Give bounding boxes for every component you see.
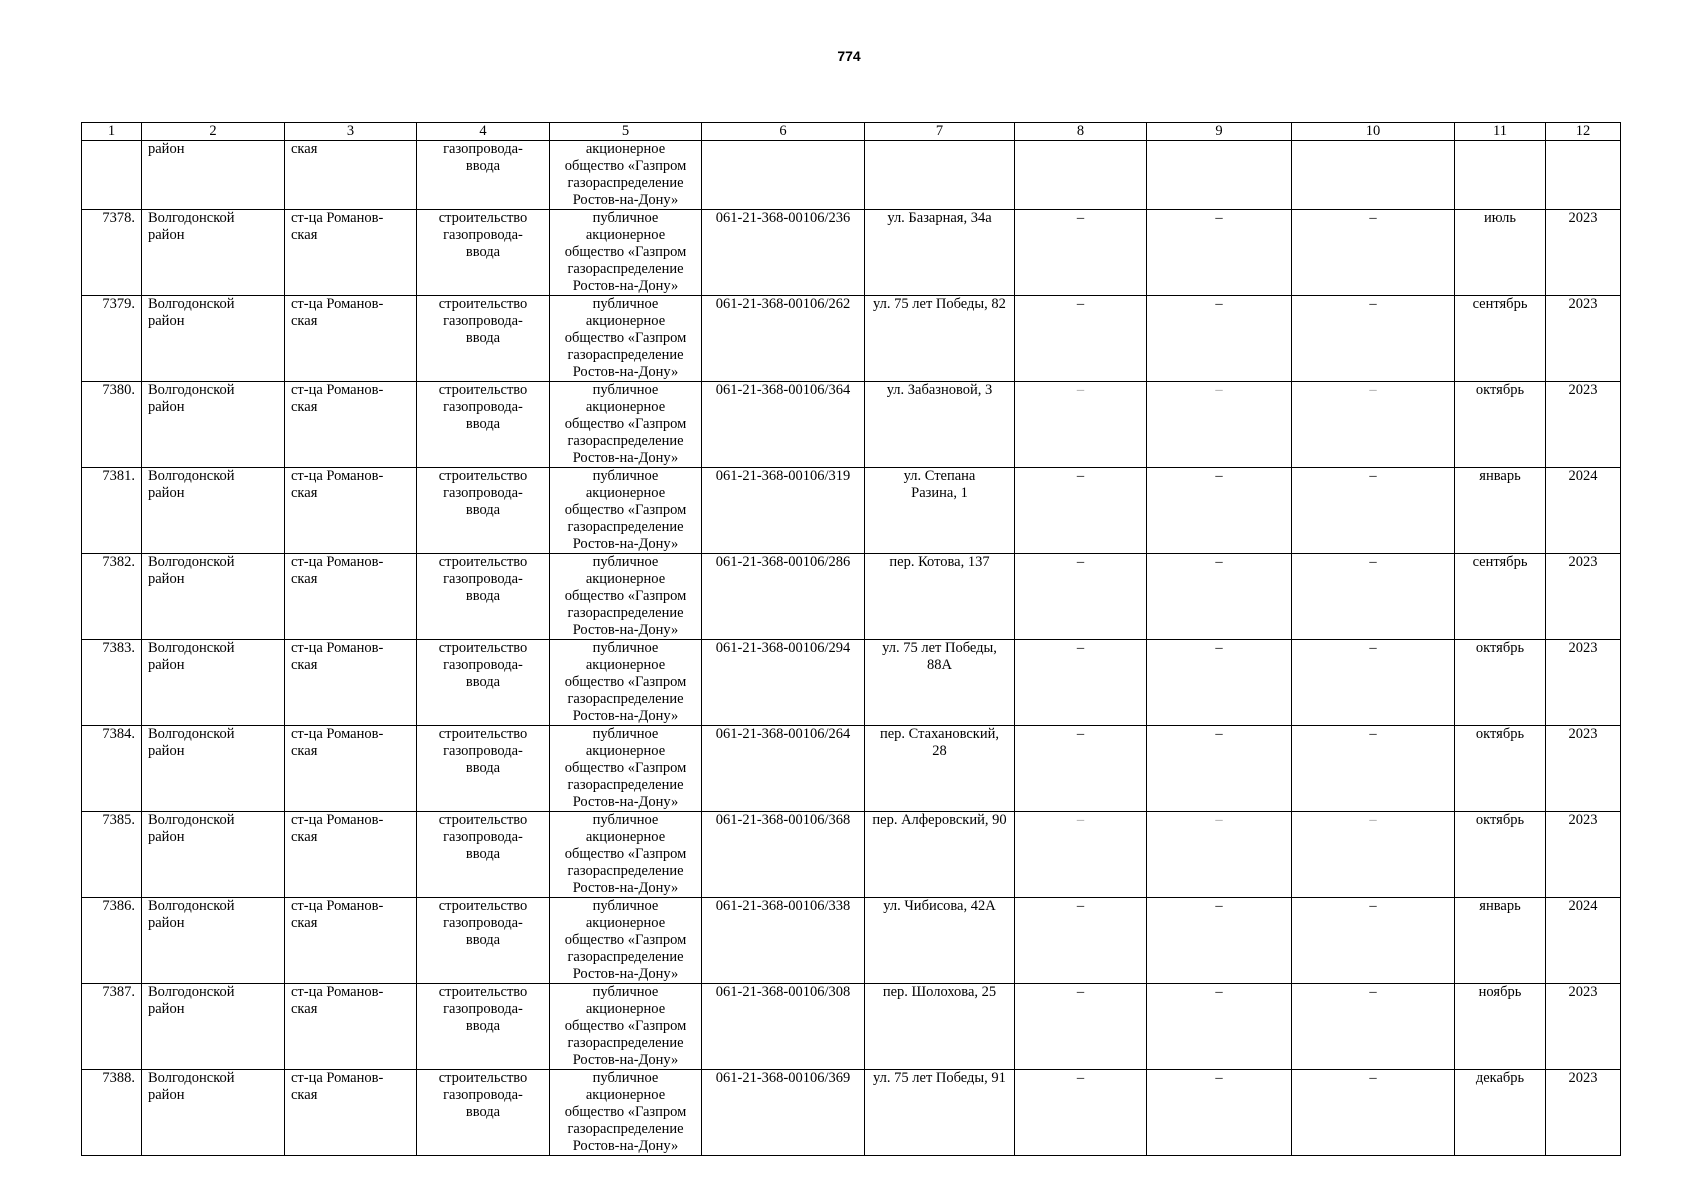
settlement-cell: ст-ца Романов- ская xyxy=(285,296,417,382)
column-number-header-row xyxy=(82,123,1621,141)
row-number-cell: 7380. xyxy=(82,382,142,468)
col10-cell xyxy=(1292,141,1455,210)
year-cell: 2023 xyxy=(1546,554,1621,640)
district-cell: Волгодонской район xyxy=(142,898,285,984)
column-header: 11 xyxy=(1455,123,1546,141)
col9-cell: – xyxy=(1147,210,1292,296)
code-cell: 061-21-368-00106/308 xyxy=(702,984,865,1070)
year-cell xyxy=(1546,141,1621,210)
settlement-cell: ст-ца Романов- ская xyxy=(285,984,417,1070)
work-type-cell: строительство газопровода- ввода xyxy=(417,898,550,984)
row-number-cell: 7383. xyxy=(82,640,142,726)
month-cell: октябрь xyxy=(1455,640,1546,726)
col10-cell: – xyxy=(1292,296,1455,382)
work-type-cell: строительство газопровода- ввода xyxy=(417,468,550,554)
district-cell: Волгодонской район xyxy=(142,468,285,554)
settlement-cell: ст-ца Романов- ская xyxy=(285,640,417,726)
column-header: 3 xyxy=(285,123,417,141)
year-cell: 2023 xyxy=(1546,812,1621,898)
settlement-cell: ст-ца Романов- ская xyxy=(285,898,417,984)
gas-connection-table xyxy=(81,122,1621,1156)
table-row xyxy=(82,984,1621,1070)
owner-cell: публичное акционерное общество «Газпром газораспределение Ростов-на-Дону» xyxy=(550,984,702,1070)
table-row xyxy=(82,726,1621,812)
column-header: 6 xyxy=(702,123,865,141)
col8-cell: – xyxy=(1015,726,1147,812)
settlement-cell: ская xyxy=(285,141,417,210)
col8-cell: – xyxy=(1015,898,1147,984)
address-cell: пер. Алферовский, 90 xyxy=(865,812,1015,898)
month-cell: январь xyxy=(1455,898,1546,984)
col9-cell: – xyxy=(1147,984,1292,1070)
col9-cell: – xyxy=(1147,468,1292,554)
district-cell: Волгодонской район xyxy=(142,382,285,468)
col8-cell: – xyxy=(1015,210,1147,296)
table-row xyxy=(82,296,1621,382)
column-header: 12 xyxy=(1546,123,1621,141)
col10-cell: – xyxy=(1292,554,1455,640)
row-number-cell: 7382. xyxy=(82,554,142,640)
settlement-cell: ст-ца Романов- ская xyxy=(285,726,417,812)
row-number-cell: 7385. xyxy=(82,812,142,898)
row-number-cell: 7379. xyxy=(82,296,142,382)
month-cell: октябрь xyxy=(1455,726,1546,812)
owner-cell: публичное акционерное общество «Газпром газораспределение Ростов-на-Дону» xyxy=(550,726,702,812)
col10-cell: – xyxy=(1292,210,1455,296)
col10-cell: – xyxy=(1292,382,1455,468)
owner-cell: публичное акционерное общество «Газпром газораспределение Ростов-на-Дону» xyxy=(550,812,702,898)
work-type-cell: строительство газопровода- ввода xyxy=(417,984,550,1070)
col9-cell: – xyxy=(1147,382,1292,468)
col8-cell: – xyxy=(1015,1070,1147,1156)
row-number-cell: 7386. xyxy=(82,898,142,984)
col8-cell: – xyxy=(1015,554,1147,640)
owner-cell: публичное акционерное общество «Газпром газораспределение Ростов-на-Дону» xyxy=(550,898,702,984)
year-cell: 2023 xyxy=(1546,984,1621,1070)
address-cell: ул. 75 лет Победы, 82 xyxy=(865,296,1015,382)
month-cell: сентябрь xyxy=(1455,296,1546,382)
col9-cell: – xyxy=(1147,640,1292,726)
address-cell: ул. Степана Разина, 1 xyxy=(865,468,1015,554)
work-type-cell: строительство газопровода- ввода xyxy=(417,640,550,726)
owner-cell: публичное акционерное общество «Газпром газораспределение Ростов-на-Дону» xyxy=(550,640,702,726)
col10-cell: – xyxy=(1292,984,1455,1070)
row-number-cell: 7388. xyxy=(82,1070,142,1156)
district-cell: район xyxy=(142,141,285,210)
district-cell: Волгодонской район xyxy=(142,812,285,898)
year-cell: 2023 xyxy=(1546,296,1621,382)
col8-cell: – xyxy=(1015,382,1147,468)
district-cell: Волгодонской район xyxy=(142,984,285,1070)
code-cell: 061-21-368-00106/369 xyxy=(702,1070,865,1156)
month-cell: ноябрь xyxy=(1455,984,1546,1070)
district-cell: Волгодонской район xyxy=(142,1070,285,1156)
code-cell: 061-21-368-00106/364 xyxy=(702,382,865,468)
table-row xyxy=(82,382,1621,468)
code-cell: 061-21-368-00106/264 xyxy=(702,726,865,812)
col9-cell: – xyxy=(1147,726,1292,812)
col10-cell: – xyxy=(1292,1070,1455,1156)
address-cell: ул. Базарная, 34а xyxy=(865,210,1015,296)
col9-cell: – xyxy=(1147,296,1292,382)
col10-cell: – xyxy=(1292,640,1455,726)
work-type-cell: строительство газопровода- ввода xyxy=(417,210,550,296)
col9-cell: – xyxy=(1147,812,1292,898)
month-cell: июль xyxy=(1455,210,1546,296)
district-cell: Волгодонской район xyxy=(142,554,285,640)
column-header: 10 xyxy=(1292,123,1455,141)
column-header: 8 xyxy=(1015,123,1147,141)
settlement-cell: ст-ца Романов- ская xyxy=(285,468,417,554)
year-cell: 2023 xyxy=(1546,726,1621,812)
table-row xyxy=(82,812,1621,898)
district-cell: Волгодонской район xyxy=(142,640,285,726)
col8-cell: – xyxy=(1015,640,1147,726)
month-cell: январь xyxy=(1455,468,1546,554)
col8-cell: – xyxy=(1015,296,1147,382)
owner-cell: публичное акционерное общество «Газпром газораспределение Ростов-на-Дону» xyxy=(550,382,702,468)
district-cell: Волгодонской район xyxy=(142,726,285,812)
table-row xyxy=(82,554,1621,640)
address-cell: пер. Стахановский, 28 xyxy=(865,726,1015,812)
settlement-cell: ст-ца Романов- ская xyxy=(285,554,417,640)
address-cell: пер. Котова, 137 xyxy=(865,554,1015,640)
col8-cell: – xyxy=(1015,468,1147,554)
column-header: 4 xyxy=(417,123,550,141)
month-cell: октябрь xyxy=(1455,382,1546,468)
month-cell: декабрь xyxy=(1455,1070,1546,1156)
year-cell: 2023 xyxy=(1546,640,1621,726)
col8-cell xyxy=(1015,141,1147,210)
row-number-cell: 7381. xyxy=(82,468,142,554)
settlement-cell: ст-ца Романов- ская xyxy=(285,1070,417,1156)
column-header: 1 xyxy=(82,123,142,141)
code-cell: 061-21-368-00106/338 xyxy=(702,898,865,984)
address-cell: пер. Шолохова, 25 xyxy=(865,984,1015,1070)
owner-cell: акционерное общество «Газпром газораспределение Ростов-на-Дону» xyxy=(550,141,702,210)
col9-cell: – xyxy=(1147,898,1292,984)
work-type-cell: строительство газопровода- ввода xyxy=(417,382,550,468)
code-cell: 061-21-368-00106/368 xyxy=(702,812,865,898)
address-cell: ул. 75 лет Победы, 91 xyxy=(865,1070,1015,1156)
owner-cell: публичное акционерное общество «Газпром газораспределение Ростов-на-Дону» xyxy=(550,554,702,640)
year-cell: 2023 xyxy=(1546,210,1621,296)
district-cell: Волгодонской район xyxy=(142,210,285,296)
year-cell: 2023 xyxy=(1546,1070,1621,1156)
column-header: 9 xyxy=(1147,123,1292,141)
code-cell: 061-21-368-00106/319 xyxy=(702,468,865,554)
col8-cell: – xyxy=(1015,984,1147,1070)
month-cell: сентябрь xyxy=(1455,554,1546,640)
owner-cell: публичное акционерное общество «Газпром газораспределение Ростов-на-Дону» xyxy=(550,210,702,296)
settlement-cell: ст-ца Романов- ская xyxy=(285,210,417,296)
address-cell: ул. Забазновой, 3 xyxy=(865,382,1015,468)
settlement-cell: ст-ца Романов- ская xyxy=(285,382,417,468)
district-cell: Волгодонской район xyxy=(142,296,285,382)
owner-cell: публичное акционерное общество «Газпром газораспределение Ростов-на-Дону» xyxy=(550,296,702,382)
code-cell: 061-21-368-00106/236 xyxy=(702,210,865,296)
year-cell: 2023 xyxy=(1546,382,1621,468)
table-row xyxy=(82,468,1621,554)
code-cell xyxy=(702,141,865,210)
table-row xyxy=(82,1070,1621,1156)
col9-cell xyxy=(1147,141,1292,210)
table-row xyxy=(82,210,1621,296)
address-cell xyxy=(865,141,1015,210)
col8-cell: – xyxy=(1015,812,1147,898)
table-row xyxy=(82,898,1621,984)
col10-cell: – xyxy=(1292,726,1455,812)
address-cell: ул. 75 лет Победы, 88А xyxy=(865,640,1015,726)
month-cell: октябрь xyxy=(1455,812,1546,898)
year-cell: 2024 xyxy=(1546,898,1621,984)
continuation-row xyxy=(82,141,1621,210)
code-cell: 061-21-368-00106/294 xyxy=(702,640,865,726)
work-type-cell: строительство газопровода- ввода xyxy=(417,554,550,640)
row-number-cell xyxy=(82,141,142,210)
column-header: 2 xyxy=(142,123,285,141)
table-row xyxy=(82,640,1621,726)
col9-cell: – xyxy=(1147,1070,1292,1156)
year-cell: 2024 xyxy=(1546,468,1621,554)
col10-cell: – xyxy=(1292,812,1455,898)
settlement-cell: ст-ца Романов- ская xyxy=(285,812,417,898)
work-type-cell: строительство газопровода- ввода xyxy=(417,726,550,812)
row-number-cell: 7384. xyxy=(82,726,142,812)
col10-cell: – xyxy=(1292,898,1455,984)
owner-cell: публичное акционерное общество «Газпром газораспределение Ростов-на-Дону» xyxy=(550,1070,702,1156)
work-type-cell: газопровода- ввода xyxy=(417,141,550,210)
month-cell xyxy=(1455,141,1546,210)
owner-cell: публичное акционерное общество «Газпром газораспределение Ростов-на-Дону» xyxy=(550,468,702,554)
code-cell: 061-21-368-00106/262 xyxy=(702,296,865,382)
row-number-cell: 7387. xyxy=(82,984,142,1070)
code-cell: 061-21-368-00106/286 xyxy=(702,554,865,640)
col10-cell: – xyxy=(1292,468,1455,554)
work-type-cell: строительство газопровода- ввода xyxy=(417,812,550,898)
column-header: 5 xyxy=(550,123,702,141)
work-type-cell: строительство газопровода- ввода xyxy=(417,296,550,382)
work-type-cell: строительство газопровода- ввода xyxy=(417,1070,550,1156)
address-cell: ул. Чибисова, 42А xyxy=(865,898,1015,984)
column-header: 7 xyxy=(865,123,1015,141)
page-number: 774 xyxy=(837,48,861,64)
row-number-cell: 7378. xyxy=(82,210,142,296)
col9-cell: – xyxy=(1147,554,1292,640)
